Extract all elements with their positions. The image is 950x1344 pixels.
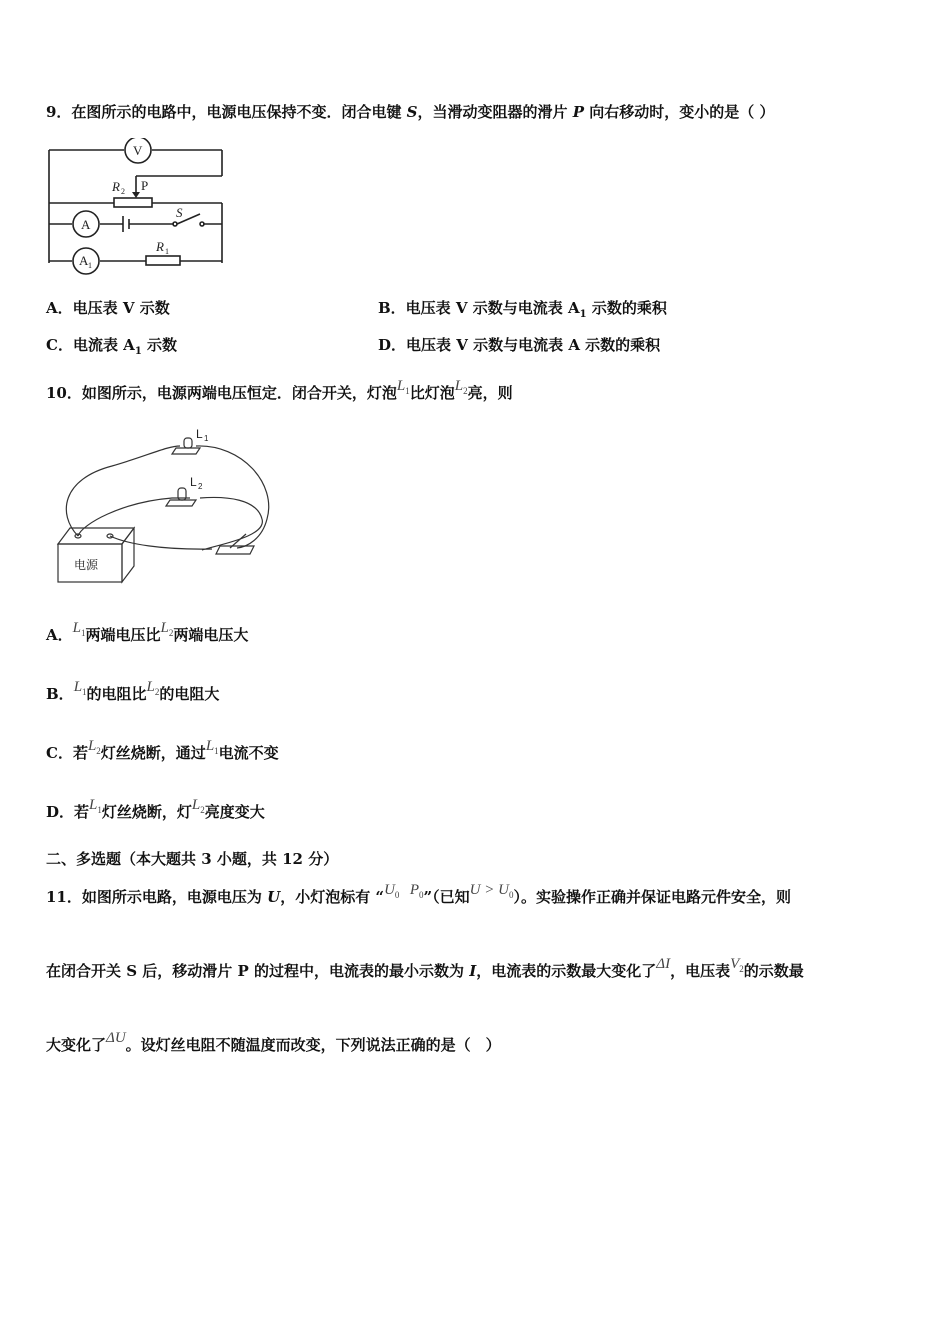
q9-option-d[interactable]: D．电压表 V 示数与电流表 A 示数的乘积 xyxy=(378,336,661,354)
q9-option-b[interactable]: B．电压表 V 示数与电流表 $A_1$ 示数的乘积 xyxy=(378,299,667,320)
q9-stem: 9．在图所示的电路中，电源电压保持不变．闭合电键 S，当滑动变阻器的滑片 P 向右移动时，变小的是（ ） xyxy=(46,103,775,121)
svg-text:A: A xyxy=(79,253,89,268)
q10-bulb-circuit-diagram xyxy=(52,424,287,589)
svg-text:1: 1 xyxy=(204,434,209,443)
q10-option-a[interactable]: A．$L_1$两端电压比$L_2$两端电压大 xyxy=(46,620,249,644)
svg-text:R: R xyxy=(156,239,164,254)
q9-circuit-diagram xyxy=(44,138,229,278)
slider-arrow-icon xyxy=(132,192,140,198)
svg-text:2: 2 xyxy=(198,482,203,491)
q10-option-c[interactable]: C．若$L_2$灯丝烧断，通过$L_1$电流不变 xyxy=(46,738,279,762)
q11-stem-line-2: 在闭合开关 S 后，移动滑片 P 的过程中，电流表的最小示数为 I，电流表的示数最大变化了ΔI，电压表$V_2$的示数最 xyxy=(46,956,804,980)
q10-option-b[interactable]: B．$L_1$的电阻比$L_2$的电阻大 xyxy=(46,679,220,703)
svg-text:2: 2 xyxy=(121,187,125,196)
svg-text:L: L xyxy=(190,475,197,489)
svg-text:P: P xyxy=(141,178,149,193)
svg-text:R: R xyxy=(112,179,120,194)
q11-stem-line-3: 大变化了ΔU。设灯丝电阻不随温度而改变，下列说法正确的是（ ） xyxy=(46,1030,501,1054)
svg-text:A: A xyxy=(81,217,91,232)
symbol-l1: $L_1$ xyxy=(396,378,410,396)
symbol-l2: $L_2$ xyxy=(454,378,468,396)
svg-text:L: L xyxy=(196,427,203,441)
svg-text:电源: 电源 xyxy=(74,558,99,572)
svg-text:V: V xyxy=(133,143,143,158)
svg-text:1: 1 xyxy=(165,247,169,256)
q10-stem: 10．如图所示，电源两端电压恒定．闭合开关，灯泡$L_1$比灯泡$L_2$亮，则 xyxy=(46,378,513,402)
q10-option-d[interactable]: D．若$L_1$灯丝烧断，灯$L_2$亮度变大 xyxy=(46,797,265,821)
q9-option-c[interactable]: C．电流表 $A_1$ 示数 xyxy=(46,336,178,357)
q11-stem-line-1: 11．如图所示电路，电源电压为 U，小灯泡标有 “$U_0$ $P_0$”（已知$U > U_0$）。实验操作正确并保证电路元件安全，则 xyxy=(46,882,791,906)
section-title: 二、多选题（本大题共 3 小题，共 12 分） xyxy=(46,850,339,868)
svg-text:1: 1 xyxy=(88,261,92,270)
svg-text:S: S xyxy=(176,205,183,220)
q9-option-a[interactable]: A．电压表 V 示数 xyxy=(46,299,170,317)
